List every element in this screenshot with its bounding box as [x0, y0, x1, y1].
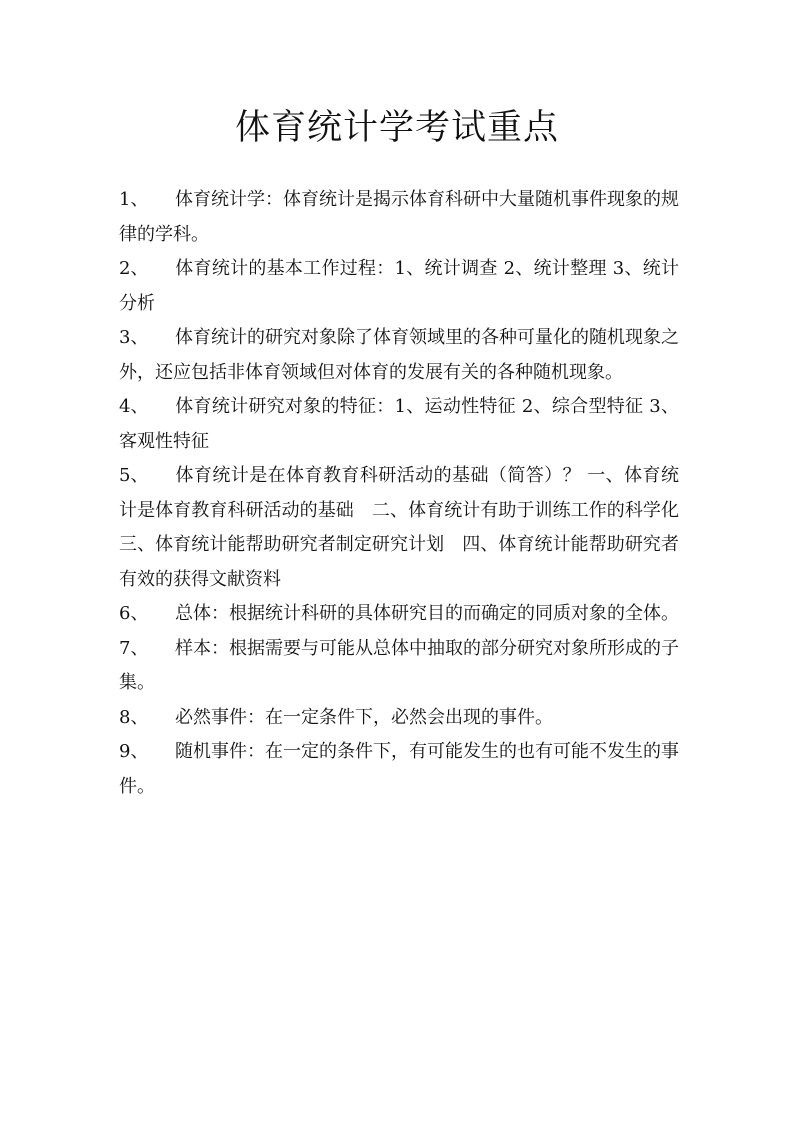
item-text: 必然事件：在一定条件下，必然会出现的事件。	[175, 706, 553, 728]
item-number: 6、	[119, 603, 149, 624]
item-number: 1、	[119, 189, 149, 210]
item-text: 样本：根据需要与可能从总体中抽取的部分研究对象所形成的子集。	[119, 637, 679, 693]
key-points-list	[119, 183, 697, 804]
item-number: 8、	[119, 706, 149, 728]
list-item	[119, 459, 697, 597]
item-text: 体育统计是在体育教育科研活动的基础（简答）？ 一、体育统计是体育教育科研活动的基础 二、体育统计有助于训练工作的科学化 三、体育统计能帮助研究者制定研究计划 四、体育统计能帮助研究者有效的获得文献资料	[119, 465, 697, 590]
item-number: 7、	[119, 637, 149, 659]
item-number: 9、	[119, 741, 149, 762]
list-item	[119, 390, 679, 459]
item-text: 体育统计研究对象的特征：1、运动性特征 2、综合型特征 3、客观性特征	[119, 396, 679, 452]
item-number: 2、	[119, 258, 149, 279]
list-item	[119, 183, 679, 252]
item-text: 体育统计学：体育统计是揭示体育科研中大量随机事件现象的规律的学科。	[119, 189, 679, 245]
item-number: 4、	[119, 396, 149, 417]
list-item	[119, 735, 679, 804]
item-number: 5、	[119, 465, 149, 486]
list-item	[119, 597, 679, 632]
list-item	[119, 252, 679, 321]
list-item	[119, 321, 679, 390]
item-text: 总体：根据统计科研的具体研究目的而确定的同质对象的全体。	[175, 603, 679, 624]
list-item	[119, 632, 679, 701]
document-title: 体育统计学考试重点	[234, 108, 559, 148]
item-number: 3、	[119, 327, 149, 348]
list-item	[119, 701, 679, 736]
item-text: 体育统计的研究对象除了体育领域里的各种可量化的随机现象之外，还应包括非体育领域但对体育的发展有关的各种随机现象。	[119, 327, 679, 383]
item-text: 随机事件：在一定的条件下，有可能发生的也有可能不发生的事件。	[119, 741, 679, 797]
item-text: 体育统计的基本工作过程：1、统计调查 2、统计整理 3、统计分析	[119, 258, 679, 314]
